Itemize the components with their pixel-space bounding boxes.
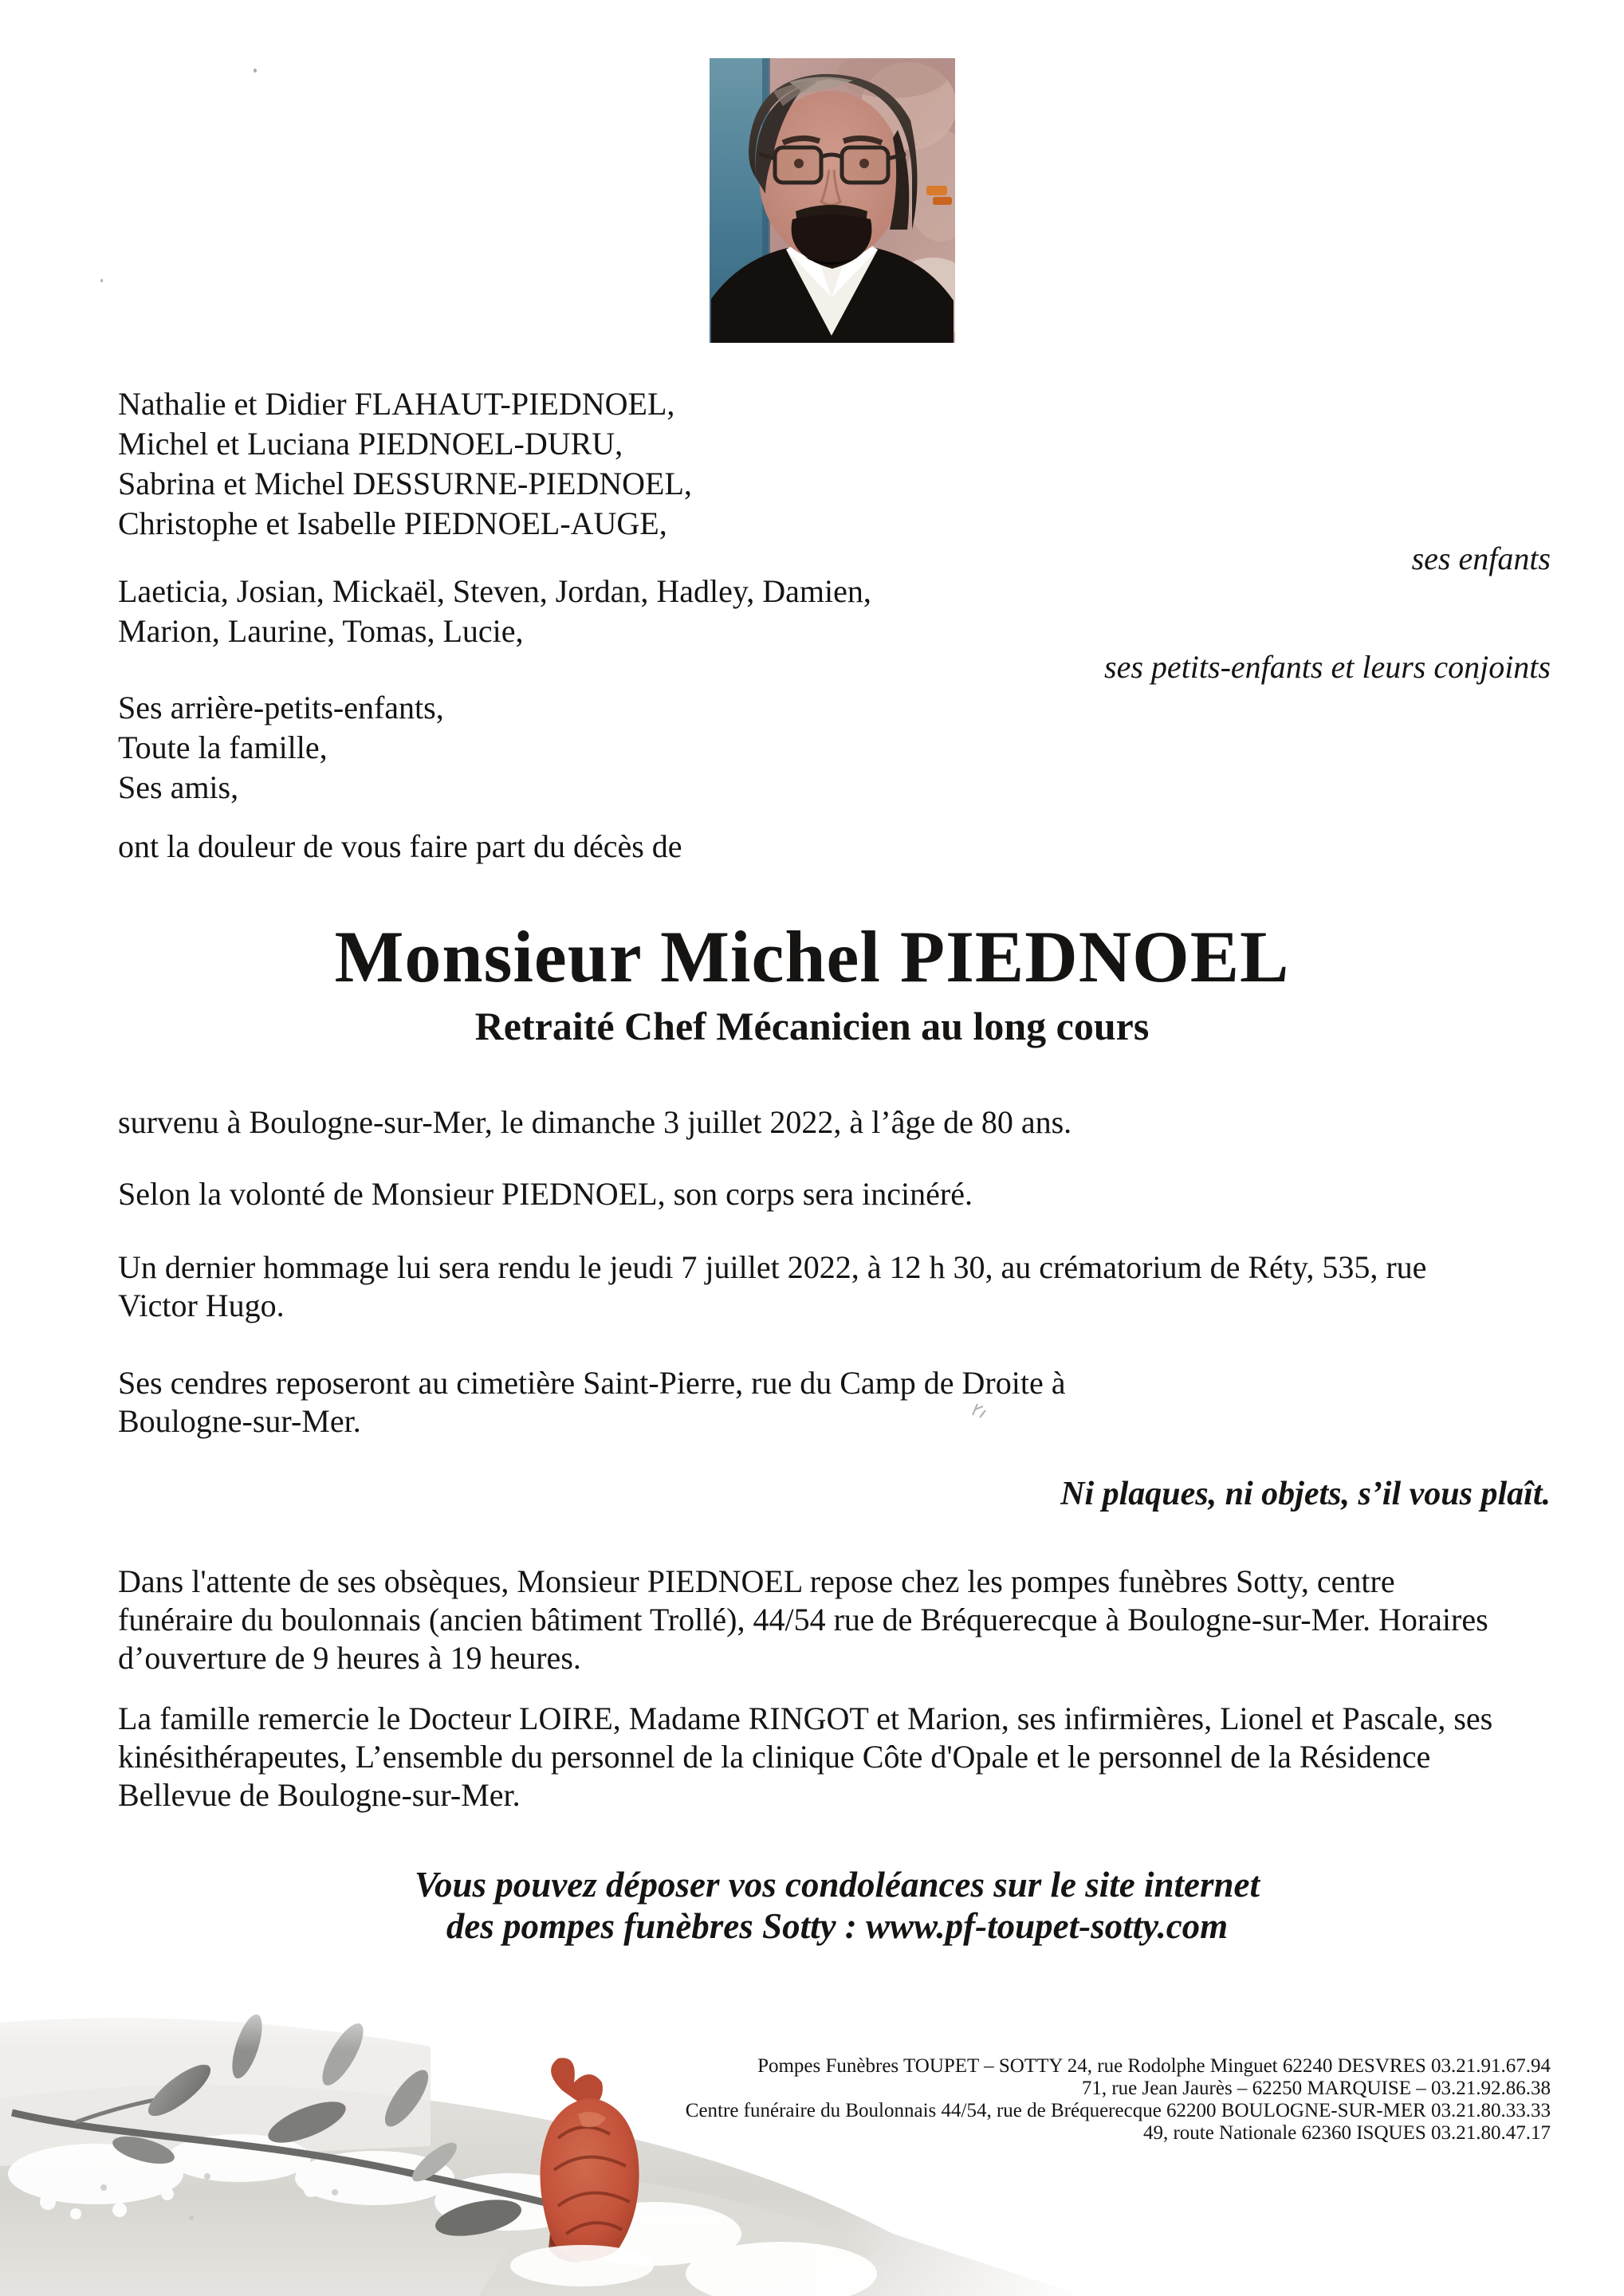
name-line: Christophe et Isabelle PIEDNOEL-AUGE, (118, 505, 667, 541)
rose-bloom (541, 2058, 639, 2262)
paragraph-line: kinésithérapeutes, L’ensemble du personnel de la clinique Côte d'Opale et le personnel de la Résidence (118, 1739, 1431, 1775)
paragraph-line: La famille remercie le Docteur LOIRE, Madame RINGOT et Marion, ses infirmières, Lionel et Pascale, ses (118, 1700, 1493, 1736)
plea-text: Ni plaques, ni objets, s’il vous plaît. (1060, 1476, 1551, 1512)
paragraph-line: d’ouverture de 9 heures à 19 heures. (118, 1640, 581, 1676)
paragraph-thanks (118, 1700, 1492, 1814)
children-names (118, 384, 692, 544)
announcement-intro: ont la douleur de vous faire part du décès de (118, 828, 682, 864)
paragraph-cremation: Selon la volonté de Monsieur PIEDNOEL, son corps sera incinéré. (118, 1176, 973, 1212)
name-line: Marion, Laurine, Tomas, Lucie, (118, 613, 524, 649)
paragraph-funeral-home (118, 1563, 1488, 1677)
condolence-line: Vous pouvez déposer vos condoléances sur le site internet (414, 1865, 1260, 1905)
condolence-website-line: des pompes funèbres Sotty : www.pf-toupet-sotty.com (446, 1906, 1229, 1946)
paragraph-line: Victor Hugo. (118, 1288, 285, 1323)
condolences-note (128, 1864, 1547, 1947)
scan-speck (100, 279, 103, 282)
mourner-line: Ses arrière-petits-enfants, (118, 690, 444, 725)
paragraph-homage (118, 1248, 1426, 1325)
address-line: 71, rue Jean Jaurès – 62250 MARQUISE – 03.21.92.86.38 (1081, 2078, 1551, 2099)
grandchildren-names (118, 572, 871, 651)
name-line: Laeticia, Josian, Mickaël, Steven, Jordan, Hadley, Damien, (118, 573, 871, 609)
name-line: Sabrina et Michel DESSURNE-PIEDNOEL, (118, 466, 692, 501)
address-line: Centre funéraire du Boulonnais 44/54, rue de Bréquerecque 62200 BOULOGNE-SUR-MER 03.21.80.33.33 (685, 2100, 1551, 2121)
scan-speck (254, 69, 257, 73)
paragraph-line: Un dernier hommage lui sera rendu le jeudi 7 juillet 2022, à 12 h 30, au crématorium de Réty, 535, rue (118, 1249, 1427, 1285)
mourner-line: Ses amis, (118, 769, 239, 805)
deceased-name: Monsieur Michel PIEDNOEL (334, 916, 1290, 997)
portrait-photo (710, 58, 955, 343)
name-line: Nathalie et Didier FLAHAUT-PIEDNOEL, (118, 386, 675, 422)
name-line: Michel et Luciana PIEDNOEL-DURU, (118, 426, 623, 462)
address-line: 49, route Nationale 62360 ISQUES 03.21.80.47.17 (1142, 2122, 1551, 2144)
paragraph-line: Dans l'attente de ses obsèques, Monsieur PIEDNOEL repose chez les pompes funèbres Sotty, centre (118, 1563, 1395, 1599)
paragraph-line: Boulogne-sur-Mer. (118, 1403, 361, 1439)
paragraph-ashes (118, 1364, 1065, 1441)
paragraph-death: survenu à Boulogne-sur-Mer, le dimanche 3 juillet 2022, à l’âge de 80 ans. (118, 1104, 1072, 1140)
address-line: Pompes Funèbres TOUPET – SOTTY 24, rue Rodolphe Minguet 62240 DESVRES 03.21.91.67.94 (757, 2055, 1551, 2077)
paragraph-line: Ses cendres reposeront au cimetière Saint-Pierre, rue du Camp de Droite à (118, 1365, 1066, 1401)
mourners-list (118, 688, 444, 808)
scan-scratch (969, 1399, 991, 1423)
paragraph-line: Bellevue de Boulogne-sur-Mer. (118, 1777, 521, 1813)
grandchildren-label: ses petits-enfants et leurs conjoints (1104, 649, 1551, 685)
children-label: ses enfants (1411, 541, 1551, 576)
funeral-home-addresses (686, 2055, 1551, 2145)
deceased-title: Retraité Chef Mécanicien au long cours (474, 1004, 1150, 1048)
mourner-line: Toute la famille, (118, 729, 328, 765)
paragraph-line: funéraire du boulonnais (ancien bâtiment Trollé), 44/54 rue de Bréquerecque à Boulogne-sur-Mer. Horaires (118, 1602, 1488, 1637)
